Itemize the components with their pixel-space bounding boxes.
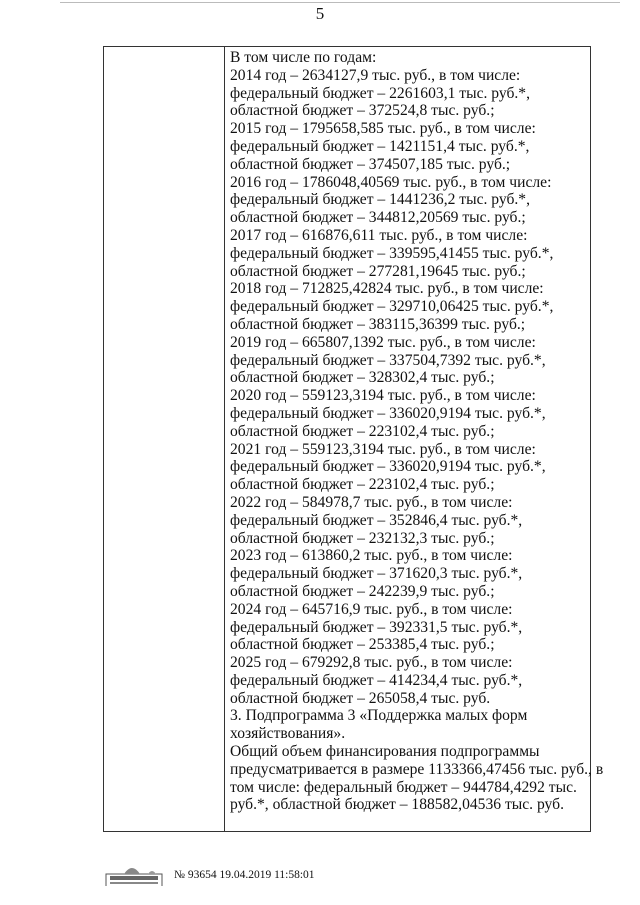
text-line: 2024 год – 645716,9 тыс. руб., в том числе: [230,600,513,618]
funding-table [103,46,604,832]
text-line: областной бюджет – 242239,9 тыс. руб.; [230,582,495,600]
text-line: областной бюджет – 265058,4 тыс. руб. [230,689,491,707]
text-line: 2018 год – 712825,42824 тыс. руб., в том числе: [230,280,544,298]
column-divider [224,47,225,831]
text-line: 2014 год – 2634127,9 тыс. руб., в том числе: [230,66,521,84]
text-line: федеральный бюджет – 1421151,4 тыс. руб.*, [230,137,530,155]
text-line: федеральный бюджет – 336020,9194 тыс. руб.*, [230,458,546,476]
text-line: федеральный бюджет – 414234,4 тыс. руб.*, [230,671,523,689]
text-line: Общий объем финансирования подпрограммы [230,743,540,761]
text-line: 2017 год – 616876,611 тыс. руб., в том числе: [230,226,528,244]
text-line: областной бюджет – 383115,36399 тыс. руб.; [230,315,526,333]
text-line: хозяйствования». [230,725,346,743]
text-line: областной бюджет – 277281,19645 тыс. руб.; [230,262,526,280]
text-line: 2021 год – 559123,3194 тыс. руб., в том числе: [230,440,536,458]
organization-logo-icon [104,862,164,888]
text-line: областной бюджет – 328302,4 тыс. руб.; [230,369,495,387]
text-line: 3. Подпрограмма 3 «Поддержка малых форм [230,707,528,725]
text-line: 2016 год – 1786048,40569 тыс. руб., в том числе: [230,173,552,191]
text-line: федеральный бюджет – 339595,41455 тыс. руб.*, [230,244,554,262]
text-line: федеральный бюджет – 352846,4 тыс. руб.*, [230,511,523,529]
text-line: федеральный бюджет – 371620,3 тыс. руб.*, [230,565,523,583]
text-line: областной бюджет – 372524,8 тыс. руб.; [230,102,495,120]
text-line: 2019 год – 665807,1392 тыс. руб., в том числе: [230,333,536,351]
text-line: областной бюджет – 344812,20569 тыс. руб.; [230,209,526,227]
text-line: 2023 год – 613860,2 тыс. руб., в том числе: [230,547,513,565]
text-line: 2020 год – 559123,3194 тыс. руб., в том числе: [230,387,536,405]
text-line: областной бюджет – 253385,4 тыс. руб.; [230,636,495,654]
scan-edge-line [60,2,620,3]
text-line: областной бюджет – 223102,4 тыс. руб.; [230,476,495,494]
text-line: федеральный бюджет – 1441236,2 тыс. руб.*, [230,191,531,209]
text-line: том числе: федеральный бюджет – 944784,4292 тыс. [230,778,577,796]
text-line: федеральный бюджет – 2261603,1 тыс. руб.*, [230,84,531,102]
page-number: 5 [315,4,325,23]
text-line: 2022 год – 584978,7 тыс. руб., в том числе: [230,493,513,511]
text-line: руб.*, областной бюджет – 188582,04536 тыс. руб. [230,796,564,814]
text-line: 2025 год – 679292,8 тыс. руб., в том числе: [230,654,513,672]
text-line: предусматривается в размере 1133366,47456 тыс. руб., в [230,760,604,778]
text-line: областной бюджет – 232132,3 тыс. руб.; [230,529,495,547]
funding-text-cell [230,49,604,814]
document-footer [104,862,315,888]
registration-stamp: № 93654 19.04.2019 11:58:01 [174,869,315,881]
text-line: федеральный бюджет – 337504,7392 тыс. руб.*, [230,351,546,369]
text-line: областной бюджет – 223102,4 тыс. руб.; [230,422,495,440]
text-line: областной бюджет – 374507,185 тыс. руб.; [230,155,511,173]
text-line: В том числе по годам: [230,49,377,66]
text-line: федеральный бюджет – 336020,9194 тыс. руб.*, [230,404,546,422]
text-line: федеральный бюджет – 392331,5 тыс. руб.*, [230,618,523,636]
text-line: 2015 год – 1795658,585 тыс. руб., в том числе: [230,120,536,138]
text-line: федеральный бюджет – 329710,06425 тыс. руб.*, [230,298,554,316]
